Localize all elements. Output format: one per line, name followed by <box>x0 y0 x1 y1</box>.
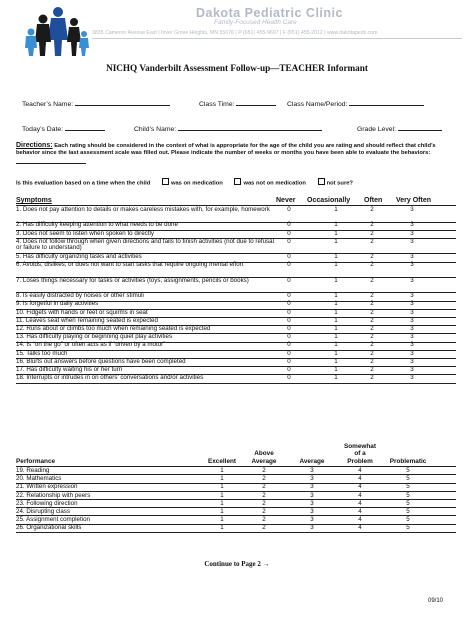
teacher-name-label: Teacher’s Name: <box>22 101 74 108</box>
performance-score-option[interactable]: 4 <box>358 467 362 474</box>
symptom-score-option[interactable]: 1 <box>334 333 338 341</box>
performance-row <box>16 483 456 491</box>
symptom-score-option[interactable]: 2 <box>370 292 374 300</box>
symptom-score-option[interactable]: 0 <box>287 341 291 349</box>
symptom-text: 7. Loses things necessary for tasks or activities (toys, assignments, pencils or books) <box>16 276 249 284</box>
class-name-label: Class Name/Period: <box>287 101 348 108</box>
symptom-score-option[interactable]: 0 <box>287 374 291 382</box>
symptom-score-option[interactable]: 2 <box>370 374 374 382</box>
symptom-text: 5. Has difficulty organizing tasks and activities <box>16 253 142 261</box>
symptom-text: 3. Does not seem to listen when spoken to directly <box>16 229 154 237</box>
performance-score-option[interactable]: 1 <box>220 516 224 524</box>
directions <box>16 142 456 167</box>
class-name-field[interactable] <box>287 99 424 108</box>
symptom-score-option[interactable]: 2 <box>370 206 374 213</box>
not-on-medication-label: was not on medication <box>243 180 306 187</box>
symptom-score-option[interactable]: 0 <box>287 221 291 229</box>
performance-column-header: Excellent <box>207 458 237 465</box>
performance-score-option[interactable]: 4 <box>358 499 362 507</box>
symptom-score-option[interactable]: 3 <box>410 206 414 213</box>
performance-score-option[interactable]: 5 <box>406 491 410 499</box>
symptom-score-option[interactable]: 0 <box>287 333 291 341</box>
performance-item-text: 22. Relationship with peers <box>16 491 91 499</box>
childs-name-field[interactable] <box>134 124 322 133</box>
performance-column-header: of a <box>354 450 366 458</box>
clinic-address: 3835 Cameron Avenue East | Inver Grove Heights, MN 55076 | P (651) 455-9697 | F (651) 455-2012 | www.dakotapeds.com <box>92 30 378 36</box>
symptom-score-option[interactable]: 0 <box>287 300 291 308</box>
performance-column-header: Average <box>299 458 325 465</box>
performance-row <box>16 516 456 524</box>
performance-score-option[interactable]: 1 <box>220 499 224 507</box>
symptom-score-option[interactable]: 3 <box>410 308 414 316</box>
symptom-score-option[interactable]: 2 <box>370 276 374 284</box>
symptom-text: 10. Fidgets with hands or feet or squirms in seat <box>16 308 148 316</box>
performance-score-option[interactable]: 4 <box>358 475 362 483</box>
symptom-score-option[interactable]: 1 <box>334 292 338 300</box>
performance-score-option[interactable]: 5 <box>406 516 410 524</box>
symptom-score-option[interactable]: 0 <box>287 357 291 365</box>
symptom-score-option[interactable]: 1 <box>334 374 338 382</box>
performance-score-option[interactable]: 2 <box>262 491 266 499</box>
symptom-score-option[interactable]: 2 <box>370 316 374 324</box>
directions-text: Each rating should be considered in the context of what is appropriate for the age of the child you are rating and should reflect that child’s behavior since the last assessment scale was filled out. Please indicate the number of weeks or months you have been able to evaluate the behaviors: <box>16 143 436 156</box>
symptom-score-option[interactable]: 0 <box>287 237 291 245</box>
symptom-score-option[interactable]: 1 <box>334 341 338 349</box>
symptom-score-option[interactable]: 1 <box>334 229 338 237</box>
symptom-score-option[interactable]: 1 <box>334 308 338 316</box>
symptom-text: 2. Has difficulty keeping attention to what needs to be done <box>16 221 178 229</box>
symptom-score-option[interactable]: 3 <box>410 253 414 261</box>
performance-score-option[interactable]: 5 <box>406 475 410 483</box>
col-often: Often <box>364 197 383 204</box>
symptom-score-option[interactable]: 1 <box>334 206 338 213</box>
performance-score-option[interactable]: 4 <box>358 483 362 491</box>
symptom-row <box>16 262 456 278</box>
document-title: NICHQ Vanderbilt Assessment Follow-up—TEACHER Informant <box>106 63 368 73</box>
class-name-blank[interactable] <box>349 99 424 106</box>
performance-score-option[interactable]: 5 <box>406 499 410 507</box>
performance-score-option[interactable]: 3 <box>310 483 314 491</box>
symptom-text: 14. Is “on the go” or often acts as if “driven by a motor” <box>16 341 166 349</box>
performance-column-header: Problematic <box>389 458 427 465</box>
symptom-text: 1. Does not pay attention to details or makes careless mistakes with, for example, homework <box>16 206 270 213</box>
performance-score-option[interactable]: 4 <box>358 516 362 524</box>
performance-row <box>16 475 456 483</box>
symptom-score-option[interactable]: 2 <box>370 300 374 308</box>
symptom-text: 9. Is forgetful in daily activities <box>16 300 99 308</box>
performance-score-option[interactable]: 5 <box>406 467 410 474</box>
performance-score-option[interactable]: 5 <box>406 483 410 491</box>
todays-date-field[interactable] <box>22 124 105 133</box>
performance-item-text: 25. Assignment completion <box>16 516 90 524</box>
symptom-score-option[interactable]: 3 <box>410 374 414 382</box>
performance-score-option[interactable]: 2 <box>262 499 266 507</box>
symptom-row <box>16 207 456 223</box>
symptom-score-option[interactable]: 1 <box>334 325 338 332</box>
symptom-score-option[interactable]: 0 <box>287 325 291 332</box>
not-sure-checkbox[interactable] <box>318 178 325 185</box>
symptom-score-option[interactable]: 3 <box>410 366 414 373</box>
symptom-score-option[interactable]: 2 <box>370 366 374 373</box>
continue-link[interactable]: Continue to Page 2 → <box>204 560 270 568</box>
grade-level-blank[interactable] <box>398 124 442 131</box>
medication-question-text: Is this evaluation based on a time when the child <box>16 180 151 187</box>
symptom-row <box>16 342 456 350</box>
symptom-score-option[interactable]: 2 <box>370 221 374 229</box>
performance-score-option[interactable]: 3 <box>310 499 314 507</box>
performance-row <box>16 500 456 508</box>
symptom-text: 15. Talks too much <box>16 349 68 357</box>
symptom-score-option[interactable]: 2 <box>370 253 374 261</box>
col-very-often: Very Often <box>396 197 432 204</box>
symptom-score-option[interactable]: 0 <box>287 229 291 237</box>
symptom-score-option[interactable]: 3 <box>410 229 414 237</box>
performance-item-text: 23. Following direction <box>16 499 78 507</box>
performance-score-option[interactable]: 1 <box>220 467 224 474</box>
symptom-score-option[interactable]: 0 <box>287 276 291 284</box>
performance-row <box>16 508 456 516</box>
clinic-name: Dakota Pediatric Clinic <box>196 6 343 20</box>
symptom-score-option[interactable]: 1 <box>334 316 338 324</box>
performance-column-header: Somewhat <box>344 442 376 450</box>
symptom-row <box>16 375 456 383</box>
symptom-score-option[interactable]: 1 <box>334 349 338 357</box>
symptom-score-option[interactable]: 1 <box>334 221 338 229</box>
symptom-score-option[interactable]: 0 <box>287 366 291 373</box>
performance-score-option[interactable]: 3 <box>310 475 314 483</box>
performance-item-text: 24. Disrupting class <box>16 508 70 515</box>
childs-name-label: Child’s Name: <box>134 126 177 133</box>
symptom-score-option[interactable]: 2 <box>370 341 374 349</box>
symptom-score-option[interactable]: 0 <box>287 316 291 324</box>
performance-score-option[interactable]: 2 <box>262 475 266 483</box>
symptom-score-option[interactable]: 2 <box>370 237 374 245</box>
clinic-logo <box>22 4 92 58</box>
performance-score-option[interactable]: 1 <box>220 491 224 499</box>
performance-score-option[interactable]: 2 <box>262 467 266 474</box>
symptom-score-option[interactable]: 1 <box>334 300 338 308</box>
symptom-score-option[interactable]: 0 <box>287 292 291 300</box>
performance-score-option[interactable]: 3 <box>310 516 314 524</box>
symptom-score-option[interactable]: 2 <box>370 325 374 332</box>
performance-score-option[interactable]: 2 <box>262 483 266 491</box>
symptom-score-option[interactable]: 1 <box>334 276 338 284</box>
performance-item-text: 21. Written expression <box>16 483 78 491</box>
footer-date-code: 09/10 <box>428 598 444 604</box>
performance-score-option[interactable]: 1 <box>220 475 224 483</box>
symptom-score-option[interactable]: 3 <box>410 221 414 229</box>
symptom-score-option[interactable]: 0 <box>287 261 291 269</box>
grade-level-label: Grade Level: <box>357 126 396 133</box>
performance-row <box>16 524 456 532</box>
performance-column-header: Problem <box>347 458 373 465</box>
col-never: Never <box>276 197 296 204</box>
clinic-tagline: Family-Focused Health Care <box>214 19 297 26</box>
performance-score-option[interactable]: 3 <box>310 491 314 499</box>
header-divider <box>92 38 462 39</box>
not-on-medication-checkbox[interactable] <box>234 178 241 185</box>
symptom-score-option[interactable]: 3 <box>410 349 414 357</box>
class-time-field[interactable] <box>199 99 276 108</box>
symptom-score-option[interactable]: 3 <box>410 325 414 332</box>
performance-column-header: Above <box>254 450 274 458</box>
symptom-score-option[interactable]: 3 <box>410 333 414 341</box>
symptom-text: 12. Runs about or climbs too much when remaining seated is expected <box>16 325 211 332</box>
symptom-text: 8. Is easily distracted by noises or other stimuli <box>16 292 144 300</box>
performance-score-option[interactable]: 5 <box>406 508 410 515</box>
childs-name-blank[interactable] <box>178 124 322 131</box>
class-time-blank[interactable] <box>236 99 276 106</box>
symptom-text: 18. Interrupts or intrudes in on others’ conversations and/or activities <box>16 374 204 382</box>
symptom-score-option[interactable]: 2 <box>370 229 374 237</box>
symptom-score-option[interactable]: 0 <box>287 308 291 316</box>
not-sure-label: not sure? <box>326 180 353 187</box>
symptom-score-option[interactable]: 1 <box>334 237 338 245</box>
on-medication-checkbox[interactable] <box>162 178 169 185</box>
performance-item-text: 19. Reading <box>16 467 50 474</box>
symptom-row <box>16 278 456 294</box>
symptom-score-option[interactable]: 0 <box>287 349 291 357</box>
symptom-score-option[interactable]: 1 <box>334 357 338 365</box>
symptom-score-option[interactable]: 2 <box>370 357 374 365</box>
medication-question <box>16 178 353 187</box>
performance-item-text: 26. Organizational skills <box>16 524 82 532</box>
directions-heading: Directions: <box>16 142 53 149</box>
symptom-score-option[interactable]: 3 <box>410 292 414 300</box>
performance-row <box>16 492 456 500</box>
symptom-text: 13. Has difficulty playing or beginning quiet play activities <box>16 333 173 341</box>
performance-score-option[interactable]: 3 <box>310 508 314 515</box>
performance-row <box>16 467 456 475</box>
symptom-score-option[interactable]: 2 <box>370 261 374 269</box>
performance-score-option[interactable]: 2 <box>262 508 266 515</box>
symptom-score-option[interactable]: 3 <box>410 261 414 269</box>
symptom-score-option[interactable]: 3 <box>410 341 414 349</box>
performance-score-option[interactable]: 4 <box>358 491 362 499</box>
symptom-row <box>16 239 456 255</box>
symptom-score-option[interactable]: 1 <box>334 366 338 373</box>
weeks-months-blank[interactable] <box>16 157 86 164</box>
on-medication-label: was on medication <box>170 180 223 187</box>
performance-score-option[interactable]: 2 <box>262 516 266 524</box>
teacher-name-field[interactable] <box>22 99 170 108</box>
class-time-label: Class Time: <box>199 101 235 108</box>
symptom-score-option[interactable]: 3 <box>410 237 414 245</box>
performance-score-option[interactable]: 5 <box>406 524 410 532</box>
col-occasionally: Occasionally <box>307 197 351 204</box>
symptom-text: 6. Avoids, dislikes, or does not want to start tasks that require ongoing mental effort <box>16 261 244 269</box>
performance-score-option[interactable]: 3 <box>310 467 314 474</box>
performance-column-header: Average <box>251 458 277 465</box>
symptom-score-option[interactable]: 0 <box>287 206 291 213</box>
symptom-score-option[interactable]: 3 <box>410 300 414 308</box>
performance-heading: Performance <box>16 458 56 465</box>
teacher-name-blank[interactable] <box>75 99 170 106</box>
performance-score-option[interactable]: 3 <box>310 524 314 532</box>
performance-score-option[interactable]: 2 <box>262 524 266 532</box>
symptom-text: 4. Does not follow through when given directions and fails to finish activities (not due to refusal or failure to understand) <box>16 237 274 252</box>
symptoms-heading: Symptoms <box>16 197 52 204</box>
performance-item-text: 20. Mathematics <box>16 475 62 483</box>
symptom-text: 11. Leaves seat when remaining seated is expected <box>16 316 158 324</box>
symptom-score-option[interactable]: 3 <box>410 316 414 324</box>
symptom-text: 16. Blurts out answers before questions have been completed <box>16 357 186 365</box>
symptom-text: 17. Has difficulty waiting his or her turn <box>16 366 123 373</box>
performance-score-option[interactable]: 1 <box>220 483 224 491</box>
symptom-score-option[interactable]: 2 <box>370 333 374 341</box>
symptom-score-option[interactable]: 3 <box>410 357 414 365</box>
symptom-score-option[interactable]: 1 <box>334 261 338 269</box>
performance-score-option[interactable]: 4 <box>358 508 362 515</box>
todays-date-label: Today’s Date: <box>22 126 64 133</box>
performance-score-option[interactable]: 4 <box>358 524 362 532</box>
symptom-score-option[interactable]: 1 <box>334 253 338 261</box>
symptom-score-option[interactable]: 2 <box>370 349 374 357</box>
symptom-score-option[interactable]: 3 <box>410 276 414 284</box>
symptom-score-option[interactable]: 2 <box>370 308 374 316</box>
grade-level-field[interactable] <box>357 124 442 133</box>
performance-score-option[interactable]: 1 <box>220 524 224 532</box>
performance-score-option[interactable]: 1 <box>220 508 224 515</box>
symptom-score-option[interactable]: 0 <box>287 253 291 261</box>
todays-date-blank[interactable] <box>65 124 105 131</box>
